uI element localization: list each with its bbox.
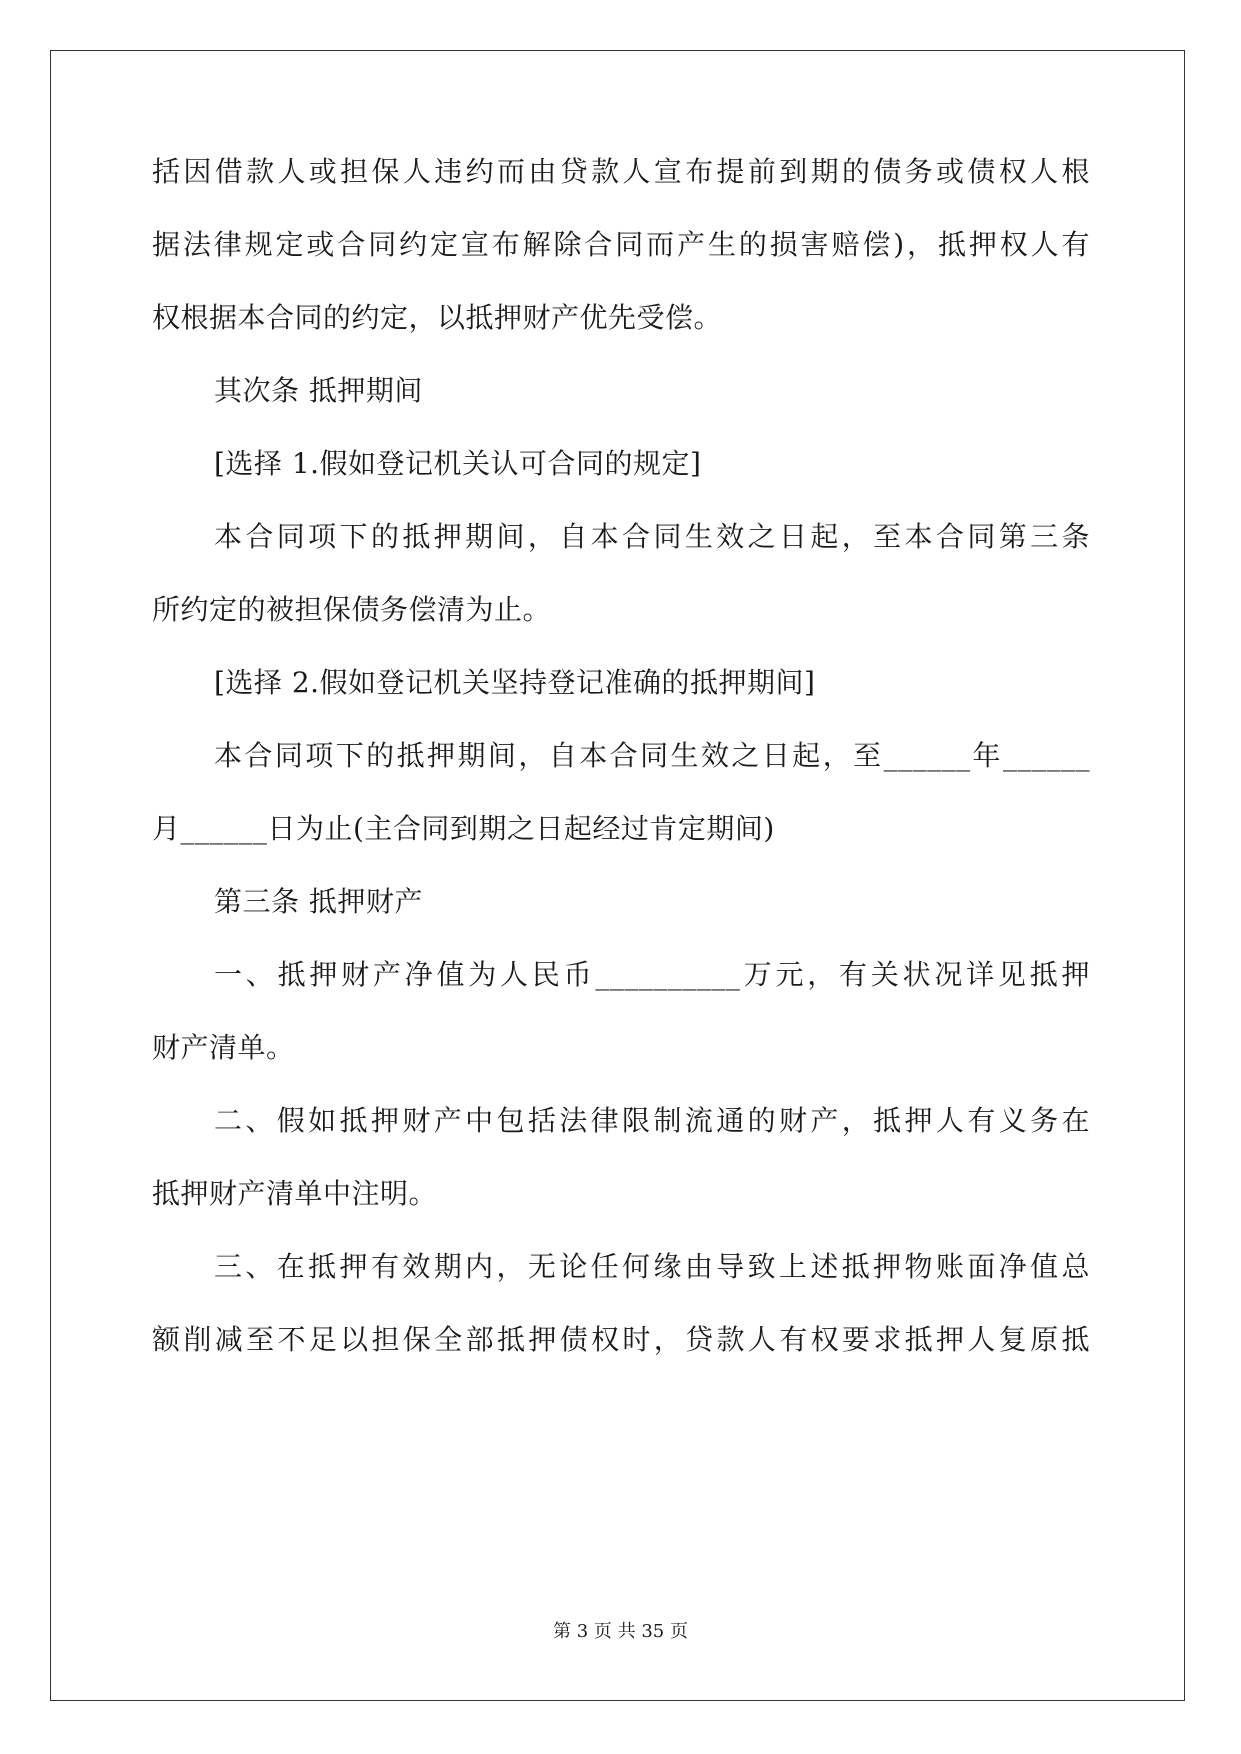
body-line-7: 所约定的被担保债务偿清为止。 bbox=[152, 593, 552, 626]
body-line-15: 抵押财产清单中注明。 bbox=[152, 1177, 438, 1210]
section-heading-property: 第三条 抵押财产 bbox=[214, 885, 423, 918]
body-line-12: 一、抵押财产净值为人民币__________万元，有关状况详见抵押 bbox=[214, 958, 1090, 991]
body-line-9: 本合同项下的抵押期间，自本合同生效之日起，至______年______ bbox=[214, 739, 1090, 772]
body-line-13: 财产清单。 bbox=[152, 1031, 295, 1064]
body-line-3: 权根据本合同的约定，以抵押财产优先受偿。 bbox=[152, 301, 723, 334]
body-line-6: 本合同项下的抵押期间，自本合同生效之日起，至本合同第三条 bbox=[214, 520, 1090, 553]
option-heading-1: [选择 1.假如登记机关认可合同的规定] bbox=[214, 447, 702, 480]
body-line-14: 二、假如抵押财产中包括法律限制流通的财产，抵押人有义务在 bbox=[214, 1104, 1090, 1137]
body-line-1: 括因借款人或担保人违约而由贷款人宣布提前到期的债务或债权人根 bbox=[152, 155, 1090, 188]
option-heading-2: [选择 2.假如登记机关坚持登记准确的抵押期间] bbox=[214, 666, 816, 699]
body-line-17: 额削减至不足以担保全部抵押债权时，贷款人有权要求抵押人复原抵 bbox=[152, 1323, 1090, 1356]
page-number-footer: 第 3 页 共 35 页 bbox=[553, 1621, 688, 1642]
body-line-2: 据法律规定或合同约定宣布解除合同而产生的损害赔偿)，抵押权人有 bbox=[152, 228, 1090, 261]
section-heading-period: 其次条 抵押期间 bbox=[214, 374, 423, 407]
body-line-16: 三、在抵押有效期内，无论任何缘由导致上述抵押物账面净值总 bbox=[214, 1250, 1090, 1283]
body-line-10: 月______日为止(主合同到期之日起经过肯定期间) bbox=[152, 812, 775, 845]
